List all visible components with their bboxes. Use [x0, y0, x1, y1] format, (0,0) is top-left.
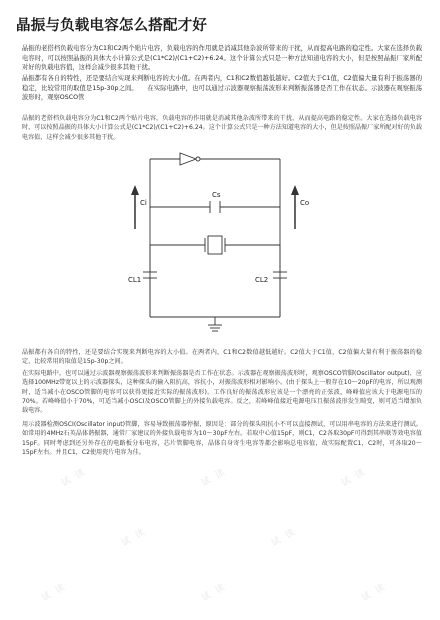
watermark: 试 读	[270, 526, 299, 549]
paragraph-5: 在实际电路中，也可以通过示波器观察振荡波形来判断振荡器是否工作在状态。示波器在观察振荡波形时，观察OSCO管脚(Oscillator output)，应选择100MHz带宽以上的示波器探头，这种探头的输入阻抗高，容抗小，对振荡波形相对影响小。(由于探头上一般存在10～20pF的电容，所以观测时，适当减小在OSCO管脚的电容可以获得更接近实际的振荡波形)。工作良好的振荡波形应该是一个漂亮的正弦波，峰峰值应该大于电源电压的70%。若峰峰值小于70%，可适当减小OSCI及OSCO管脚上的外接负载电容。反之，若峰峰值接近电源电压且振荡波形发生畸变，则可适当增加负载电容。	[22, 370, 422, 415]
ci-arrow	[131, 185, 139, 229]
co-arrow	[291, 185, 299, 229]
watermark: 试 读	[40, 581, 69, 604]
paragraph-4: 晶振都有各自的特性，还是要结合实现来判断电容的大小值。在两者内，C1和C2数值越低越好。C2值大于C1值，C2值偏大量有利于振荡器的稳定，比较常用的取值是15p-30p之间。	[22, 349, 422, 366]
paragraph-6: 用示波器检测OSCI(Oscillator input)管脚，容易导致振荡器停振，原因是：部分的探头阻抗小不可以直接测试，可以用串电容的方法来进行测试。如常用的4MHz石英晶体谐振器，通常厂家建议的外接负载电容为10～30pF左右。若取中心值15pF，则C1，C2各取30pF可得到其串联等效电容值15pF。同时考虑到还另外存在的电路板分布电容，芯片管脚电容，晶体自身寄生电容等都会影响总电容值，故实际配置C1，C2时，可各取20～15pF左右。并且C1，C2使用瓷片电容为佳。	[22, 421, 422, 456]
watermark: 试 读	[360, 581, 389, 604]
paragraph-3: 晶振的老搭档负载电容分为C1和C2两个贴片电容，负载电容的作用就是消减其他杂波所带来的干扰，从而提高电路的稳定性。大家在选择负载电容时，可以按照晶振的具体大小计算公式是(C1*C2)/(C1+C2)+6.24。这个计算公式只是一种方法知道电容的大小，但是按照晶振厂家所配对好的负载电容值，这样会减少很多其他干扰。	[22, 115, 422, 141]
watermark: 试 读	[340, 466, 369, 489]
watermark: 试 读	[60, 466, 89, 489]
watermark: 试 读	[200, 581, 229, 604]
crystal-oscillator-circuit	[130, 147, 330, 342]
page-title: 晶振与负载电容怎么搭配才好	[16, 18, 208, 34]
paragraph-1: 晶振的老搭档负载电容分为C1和C2两个贴片电容，负载电容的作用就是消减其他杂波所带来的干扰，从而提高电路的稳定性。大家在选择负载电容时，可以按照晶振的具体大小计算公式是(C1*C2)/(C1+C2)+6.24。这个计算公式只是一种方法知道电容的大小，但是按照晶振厂家所配对好的负载电容值，这样会减少很多其他干扰。	[22, 45, 422, 72]
watermark: 试 读	[120, 526, 149, 549]
ci-label: Ci	[140, 199, 147, 207]
cl1-label: CL1	[128, 276, 142, 284]
co-label: Co	[300, 199, 310, 207]
cl2-label: CL2	[255, 276, 269, 284]
watermark: 试 读	[200, 466, 229, 489]
cs-label: Cs	[212, 191, 221, 199]
paragraph-2: 晶振都有各自的特性，还是要结合实现来判断电容的大小值。在两者内，C1和C2数值越低越好。C2值大于C1值，C2值偏大量有利于振荡器的稳定，比较常用的取值是15p-30p之间。 在实际电路中，也可以通过示波器观察振荡波形来判断振荡器是否工作在状态。示波器在观察振荡波形时，观察OSCO管	[22, 75, 422, 102]
